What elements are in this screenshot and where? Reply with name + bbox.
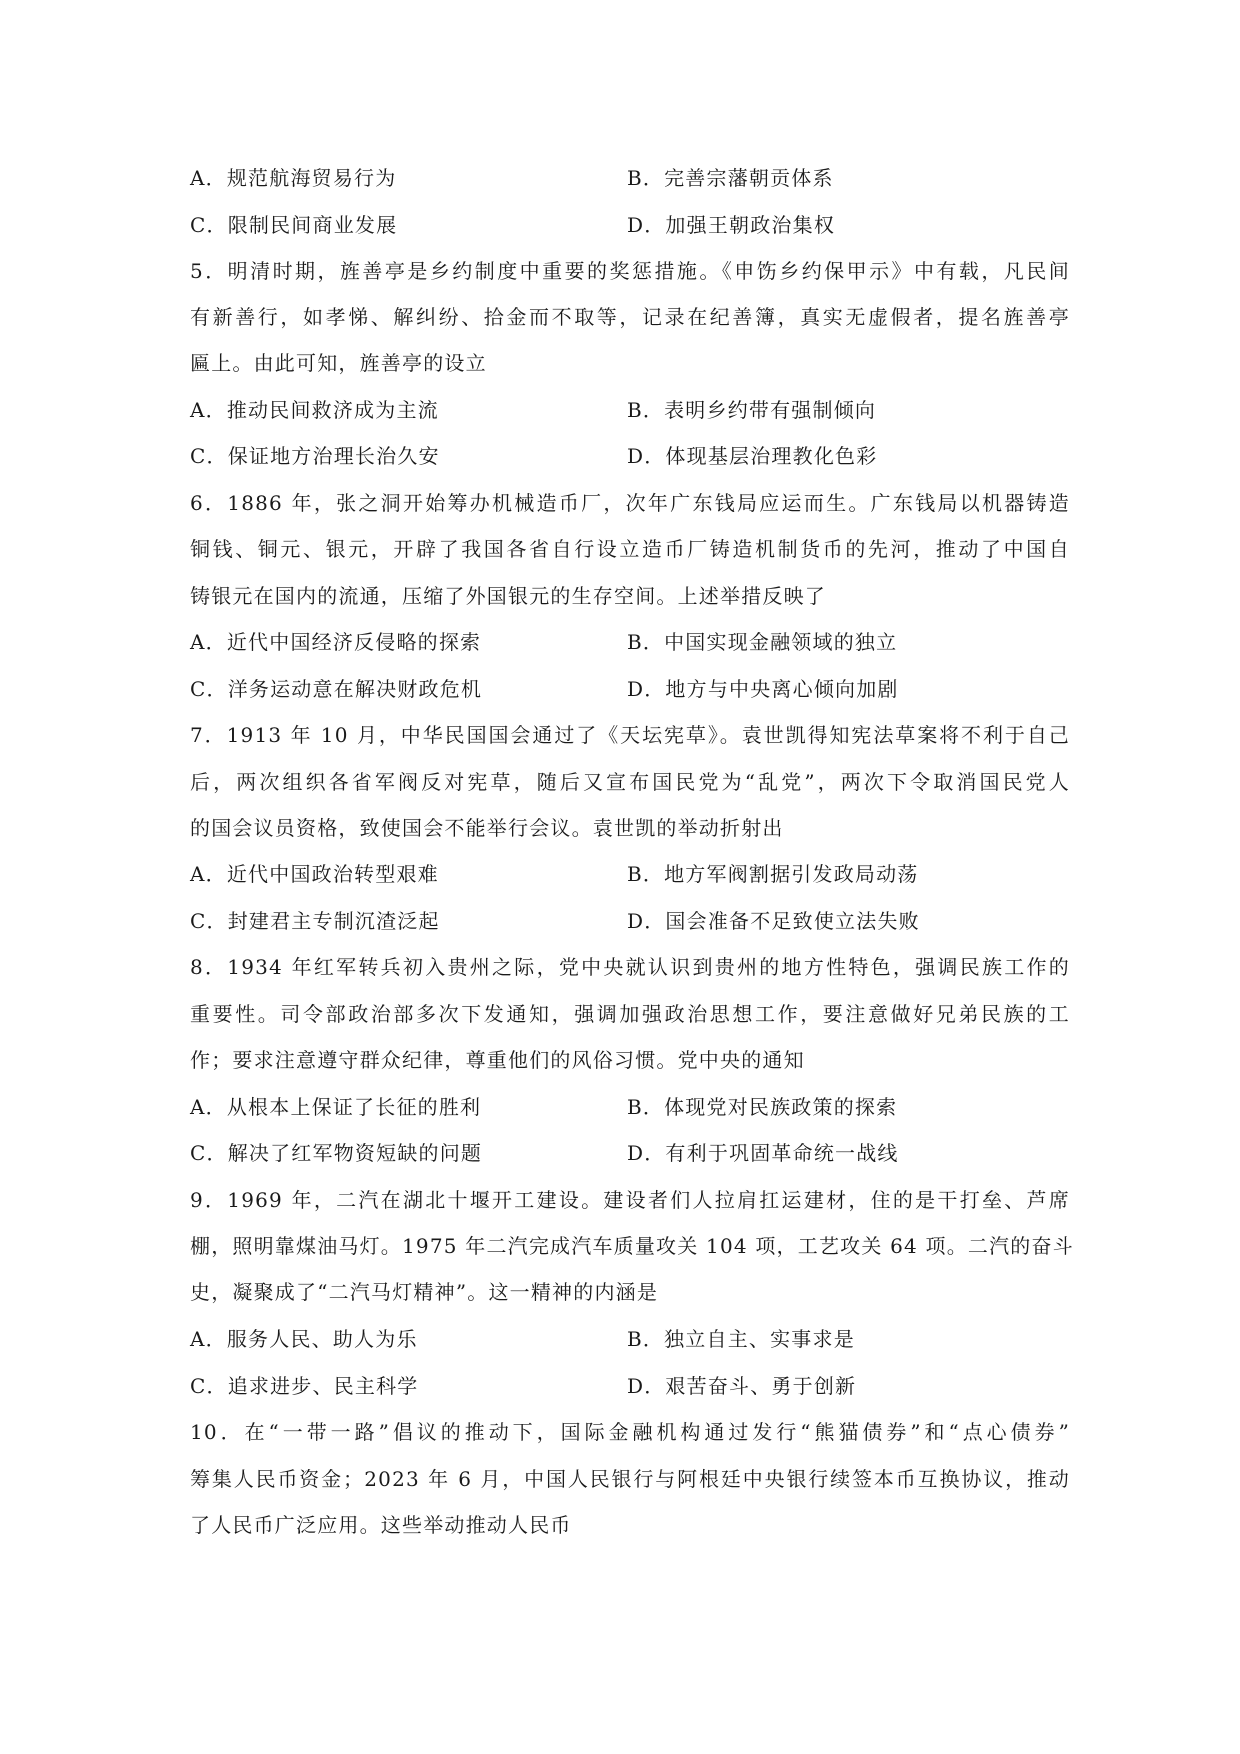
q9-option-a: A．服务人民、助人为乐 — [190, 1327, 418, 1351]
q7-option-b: B．地方军阀割据引发政局动荡 — [627, 862, 919, 886]
q5-option-a: A．推动民间救济成为主流 — [190, 398, 439, 422]
q10-stem-line-1: 10．在“一带一路”倡议的推动下，国际金融机构通过发行“熊猫债券”和“点心债券” — [190, 1420, 1070, 1444]
q6-option-a: A．近代中国经济反侵略的探索 — [190, 630, 482, 654]
q5-stem-line-3: 匾上。由此可知，旌善亭的设立 — [190, 351, 487, 375]
q9-option-c: C．追求进步、民主科学 — [190, 1374, 419, 1398]
q7-option-d: D．国会准备不足致使立法失败 — [627, 909, 920, 933]
q8-option-a: A．从根本上保证了长征的胜利 — [190, 1095, 482, 1119]
q6-option-d: D．地方与中央离心倾向加剧 — [627, 677, 899, 701]
q4-option-d: D．加强王朝政治集权 — [627, 213, 836, 237]
q4-option-a: A．规范航海贸易行为 — [190, 166, 397, 190]
q8-option-b: B．体现党对民族政策的探索 — [627, 1095, 898, 1119]
q8-option-c: C．解决了红军物资短缺的问题 — [190, 1141, 483, 1165]
q7-stem-line-2: 后，两次组织各省军阀反对宪草，随后又宣布国民党为“乱党”，两次下令取消国民党人 — [190, 770, 1070, 794]
q8-option-d: D．有利于巩固革命统一战线 — [627, 1141, 899, 1165]
q5-option-c: C．保证地方治理长治久安 — [190, 444, 440, 468]
q8-stem-line-1: 8．1934 年红军转兵初入贵州之际，党中央就认识到贵州的地方性特色，强调民族工作的 — [190, 955, 1070, 979]
q9-option-b: B．独立自主、实事求是 — [627, 1327, 855, 1351]
q8-stem-line-2: 重要性。司令部政治部多次下发通知，强调加强政治思想工作，要注意做好兄弟民族的工 — [190, 1002, 1070, 1026]
q9-option-d: D．艰苦奋斗、勇于创新 — [627, 1374, 857, 1398]
q9-stem-line-3: 史，凝聚成了“二汽马灯精神”。这一精神的内涵是 — [190, 1280, 659, 1304]
q5-stem-line-2: 有新善行，如孝悌、解纠纷、拾金而不取等，记录在纪善簿，真实无虚假者，提名旌善亭 — [190, 305, 1070, 329]
q6-stem-line-1: 6．1886 年，张之洞开始筹办机械造币厂，次年广东钱局应运而生。广东钱局以机器铸造 — [190, 491, 1070, 515]
q9-stem-line-2: 棚，照明靠煤油马灯。1975 年二汽完成汽车质量攻关 104 项，工艺攻关 64 项。二汽的奋斗 — [190, 1234, 1074, 1258]
q7-option-a: A．近代中国政治转型艰难 — [190, 862, 439, 886]
q7-stem-line-3: 的国会议员资格，致使国会不能举行会议。袁世凯的举动折射出 — [190, 816, 784, 840]
q10-stem-line-3: 了人民币广泛应用。这些举动推动人民币 — [190, 1513, 572, 1537]
q8-stem-line-3: 作；要求注意遵守群众纪律，尊重他们的风俗习惯。党中央的通知 — [190, 1048, 805, 1072]
q9-stem-line-1: 9．1969 年，二汽在湖北十堰开工建设。建设者们人拉肩扛运建材，住的是干打垒、芦席 — [190, 1188, 1070, 1212]
q10-stem-line-2: 筹集人民币资金；2023 年 6 月，中国人民银行与阿根廷中央银行续签本币互换协议，推动 — [190, 1467, 1070, 1491]
q6-stem-line-2: 铜钱、铜元、银元，开辟了我国各省自行设立造币厂铸造机制货币的先河，推动了中国自 — [190, 537, 1070, 561]
q7-option-c: C．封建君主专制沉渣泛起 — [190, 909, 440, 933]
q5-stem-line-1: 5．明清时期，旌善亭是乡约制度中重要的奖惩措施。《申饬乡约保甲示》中有载，凡民间 — [190, 259, 1070, 283]
q7-stem-line-1: 7．1913 年 10 月，中华民国国会通过了《天坛宪草》。袁世凯得知宪法草案将不利于自己 — [190, 723, 1070, 747]
q6-option-b: B．中国实现金融领域的独立 — [627, 630, 898, 654]
q6-option-c: C．洋务运动意在解决财政危机 — [190, 677, 483, 701]
q4-option-b: B．完善宗藩朝贡体系 — [627, 166, 834, 190]
q5-option-b: B．表明乡约带有强制倾向 — [627, 398, 877, 422]
q5-option-d: D．体现基层治理教化色彩 — [627, 444, 878, 468]
q4-option-c: C．限制民间商业发展 — [190, 213, 398, 237]
q6-stem-line-3: 铸银元在国内的流通，压缩了外国银元的生存空间。上述举措反映了 — [190, 584, 826, 608]
